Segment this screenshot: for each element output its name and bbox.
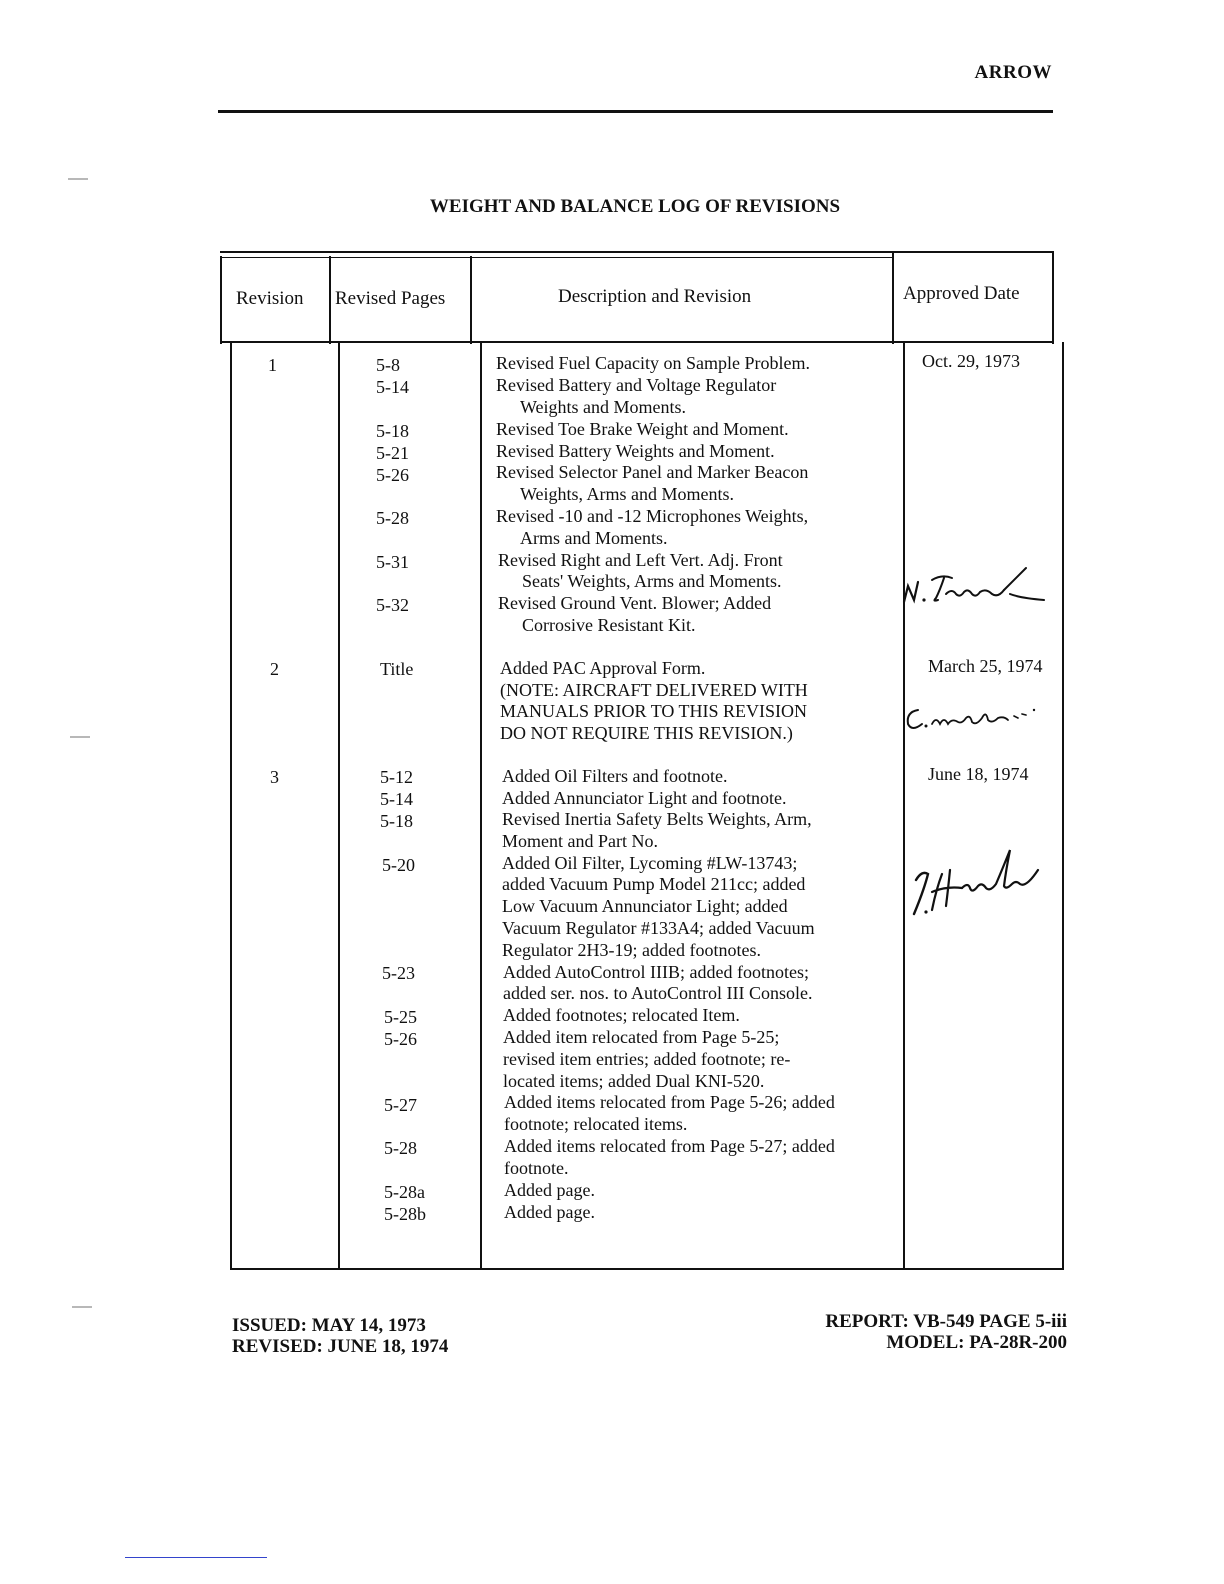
col-divider-3 xyxy=(903,342,905,1269)
revised-page: 5-26 xyxy=(384,1029,417,1049)
table-top-inner-border xyxy=(220,257,892,258)
description-line: Revised Battery and Voltage Regulator xyxy=(496,375,777,395)
header-rule xyxy=(218,110,1053,113)
description-line: Added Oil Filters and footnote. xyxy=(502,766,728,786)
description-line: DO NOT REQUIRE THIS REVISION.) xyxy=(500,723,793,743)
approved-date: March 25, 1974 xyxy=(928,656,1043,676)
description-line: (NOTE: AIRCRAFT DELIVERED WITH xyxy=(500,680,808,700)
revised-page: 5-25 xyxy=(384,1007,417,1027)
table-bottom-border xyxy=(230,1268,1064,1270)
description-line: Seats' Weights, Arms and Moments. xyxy=(522,571,782,591)
table-top-border xyxy=(220,251,1054,253)
revision-number: 1 xyxy=(268,355,277,375)
description-line: footnote; relocated items. xyxy=(504,1114,688,1134)
description-line: Weights and Moments. xyxy=(520,397,687,417)
description-line: Corrosive Resistant Kit. xyxy=(522,615,696,635)
description-line: Revised Fuel Capacity on Sample Problem. xyxy=(496,353,810,373)
description-line: Revised Toe Brake Weight and Moment. xyxy=(496,419,789,439)
table-header-divider xyxy=(220,341,1054,343)
revision-number: 2 xyxy=(270,659,279,679)
footer-revised: REVISED: JUNE 18, 1974 xyxy=(232,1336,449,1357)
description-line: Added Annunciator Light and footnote. xyxy=(502,788,787,808)
table-right-border-top xyxy=(1052,252,1054,344)
approval-signature xyxy=(898,564,1048,615)
description-line: MANUALS PRIOR TO THIS REVISION xyxy=(500,701,808,721)
approved-date: Oct. 29, 1973 xyxy=(922,351,1020,371)
col-divider-3-top xyxy=(892,252,894,344)
description-line: added Vacuum Pump Model 211cc; added xyxy=(502,874,806,894)
revised-page: 5-23 xyxy=(382,963,415,983)
revision-number: 3 xyxy=(270,767,279,787)
description-line: Weights, Arms and Moments. xyxy=(520,484,735,504)
footer-model: MODEL: PA-28R-200 xyxy=(886,1332,1067,1353)
description-line: added ser. nos. to AutoControl III Console. xyxy=(503,983,813,1003)
description-line: Vacuum Regulator #133A4; added Vacuum xyxy=(502,918,815,938)
revised-page: 5-18 xyxy=(376,421,409,441)
description-line: Added items relocated from Page 5-27; added xyxy=(504,1136,835,1156)
revised-page: 5-28a xyxy=(384,1182,425,1202)
revised-page: 5-31 xyxy=(376,552,409,572)
description-line: Revised Battery Weights and Moment. xyxy=(496,441,775,461)
description-line: Moment and Part No. xyxy=(502,831,658,851)
revised-page: 5-18 xyxy=(380,811,413,831)
approval-signature xyxy=(906,840,1046,925)
col-divider-2-top xyxy=(470,256,472,344)
description-line: Revised Inertia Safety Belts Weights, Arm, xyxy=(502,809,812,829)
description-line: revised item entries; added footnote; re- xyxy=(503,1049,791,1069)
bottom-rule xyxy=(125,1557,267,1558)
revised-page: 5-28 xyxy=(384,1138,417,1158)
description-line: Revised Ground Vent. Blower; Added xyxy=(498,593,772,613)
description-line: Added item relocated from Page 5-25; xyxy=(503,1027,780,1047)
description-line: Revised -10 and -12 Microphones Weights, xyxy=(496,506,809,526)
description-line: Added Oil Filter, Lycoming #LW-13743; xyxy=(502,853,798,873)
revised-page: 5-20 xyxy=(382,855,415,875)
margin-mark xyxy=(68,178,88,180)
column-header-revision: Revision xyxy=(236,288,304,309)
description-line: Added page. xyxy=(504,1180,595,1200)
revised-page: 5-32 xyxy=(376,595,409,615)
revised-page: Title xyxy=(380,659,414,679)
table-right-border xyxy=(1062,342,1064,1269)
margin-mark xyxy=(72,1306,92,1308)
column-header-revised-pages: Revised Pages xyxy=(335,288,446,309)
header-label: ARROW xyxy=(974,62,1052,83)
margin-mark xyxy=(70,736,90,738)
column-header-description: Description and Revision xyxy=(558,286,752,307)
revised-page: 5-14 xyxy=(380,789,413,809)
description-line: Added PAC Approval Form. xyxy=(500,658,706,678)
footer-issued: ISSUED: MAY 14, 1973 xyxy=(232,1315,426,1336)
col-divider-2 xyxy=(480,342,482,1269)
description-line: Added AutoControl IIIB; added footnotes; xyxy=(503,962,809,982)
description-line: Arms and Moments. xyxy=(520,528,668,548)
description-line: Regulator 2H3-19; added footnotes. xyxy=(502,940,761,960)
table-left-border-top xyxy=(220,256,222,344)
revised-page: 5-14 xyxy=(376,377,409,397)
description-line: Revised Right and Left Vert. Adj. Front xyxy=(498,550,783,570)
revised-page: 5-26 xyxy=(376,465,409,485)
description-line: Added footnotes; relocated Item. xyxy=(503,1005,740,1025)
description-line: Added items relocated from Page 5-26; added xyxy=(504,1092,835,1112)
approval-signature xyxy=(900,696,1040,741)
revised-page: 5-28 xyxy=(376,508,409,528)
document-title: WEIGHT AND BALANCE LOG OF REVISIONS xyxy=(429,196,841,217)
revised-page: 5-8 xyxy=(376,355,400,375)
description-line: Low Vacuum Annunciator Light; added xyxy=(502,896,788,916)
description-line: footnote. xyxy=(504,1158,569,1178)
table-left-border xyxy=(230,342,232,1269)
revised-page: 5-12 xyxy=(380,767,413,787)
description-line: Added page. xyxy=(504,1202,595,1222)
description-line: located items; added Dual KNI-520. xyxy=(503,1071,765,1091)
revised-page: 5-28b xyxy=(384,1204,426,1224)
description-line: Revised Selector Panel and Marker Beacon xyxy=(496,462,809,482)
revised-page: 5-27 xyxy=(384,1095,417,1115)
col-divider-1 xyxy=(338,342,340,1269)
column-header-approved-date: Approved Date xyxy=(903,283,1020,304)
approved-date: June 18, 1974 xyxy=(928,764,1029,784)
footer-report: REPORT: VB-549 PAGE 5-iii xyxy=(825,1311,1067,1332)
revised-page: 5-21 xyxy=(376,443,409,463)
col-divider-1-top xyxy=(329,256,331,344)
